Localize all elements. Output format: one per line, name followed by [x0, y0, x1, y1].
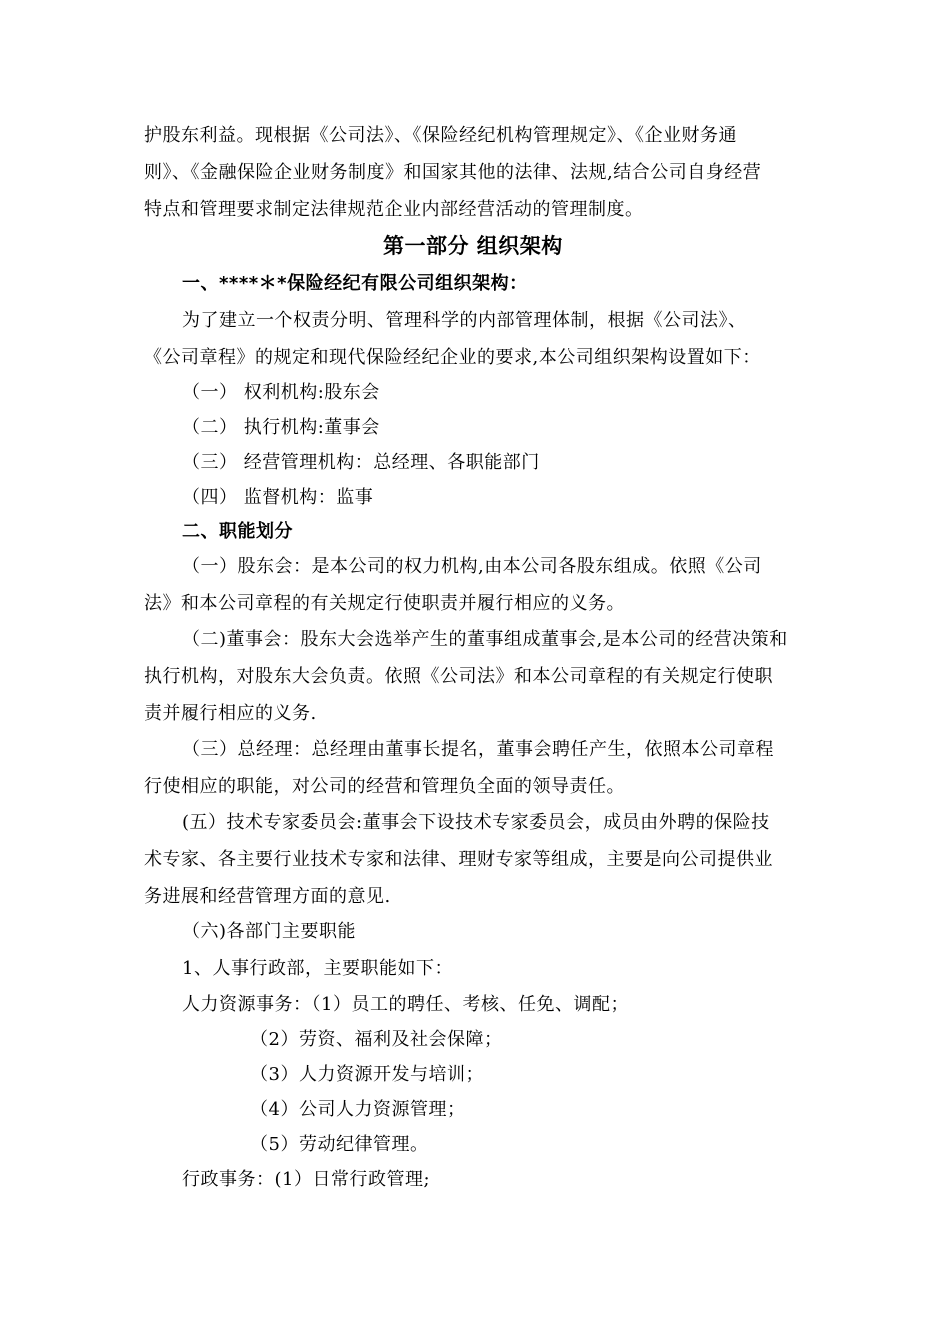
hr-item-3: （3）人力资源开发与培训； [250, 1064, 484, 1085]
hr-affairs-lead: 人力资源事务：（1）员工的聘任、考核、任免、调配； [182, 994, 629, 1015]
section1-heading: 一、****＊*保险经纪有限公司组织架构： [182, 273, 528, 294]
intro-line-2: 则》、《金融保险企业财务制度》和国家其他的法律、法规,结合公司自身经营 [144, 162, 762, 183]
org-item-2: （二） 执行机构:董事会 [182, 417, 380, 438]
expert-committee-line-2: 术专家、各主要行业技术专家和法律、理财专家等组成，主要是向公司提供业 [144, 849, 773, 870]
section1-para-line-1: 为了建立一个权责分明、管理科学的内部管理体制，根据《公司法》、 [182, 310, 747, 331]
intro-line-3: 特点和管理要求制定法律规范企业内部经营活动的管理制度。 [144, 199, 644, 220]
hr-item-2: （2）劳资、福利及社会保障； [250, 1029, 503, 1050]
intro-line-1: 护股东利益。现根据《公司法》、《保险经纪机构管理规定》、《企业财务通 [144, 125, 737, 146]
section1-para-line-2: 《公司章程》的规定和现代保险经纪企业的要求,本公司组织架构设置如下： [144, 347, 761, 368]
board-line-1: （二)董事会：股东大会选举产生的董事组成董事会,是本公司的经营决策和 [182, 629, 788, 650]
dept1-heading: 1、人事行政部，主要职能如下： [182, 958, 453, 979]
org-item-1: （一） 权利机构:股东会 [182, 382, 380, 403]
gm-line-1: （三）总经理：总经理由董事长提名，董事会聘任产生，依照本公司章程 [182, 739, 774, 760]
expert-committee-line-1: (五）技术专家委员会:董事会下设技术专家委员会，成员由外聘的保险技 [182, 812, 770, 833]
gm-line-2: 行使相应的职能，对公司的经营和管理负全面的领导责任。 [144, 776, 625, 797]
org-item-4: （四） 监督机构：监事 [182, 487, 374, 508]
org-item-3: （三） 经营管理机构：总经理、各职能部门 [182, 452, 540, 473]
shareholders-line-2: 法》和本公司章程的有关规定行使职责并履行相应的义务。 [144, 593, 625, 614]
departments-heading: （六)各部门主要职能 [182, 921, 357, 942]
expert-committee-line-3: 务进展和经营管理方面的意见. [144, 886, 391, 907]
board-line-2: 执行机构，对股东大会负责。依照《公司法》和本公司章程的有关规定行使职 [144, 666, 773, 687]
section2-heading: 二、职能划分 [182, 521, 293, 542]
admin-affairs-lead: 行政事务：(1）日常行政管理; [182, 1169, 431, 1190]
board-line-3: 责并履行相应的义务. [144, 703, 317, 724]
part-title: 第一部分 组织架构 [383, 234, 563, 258]
hr-item-5: （5）劳动纪律管理。 [250, 1134, 429, 1155]
hr-item-4: （4）公司人力资源管理； [250, 1099, 466, 1120]
shareholders-line-1: （一）股东会：是本公司的权力机构,由本公司各股东组成。依照《公司 [182, 556, 762, 577]
